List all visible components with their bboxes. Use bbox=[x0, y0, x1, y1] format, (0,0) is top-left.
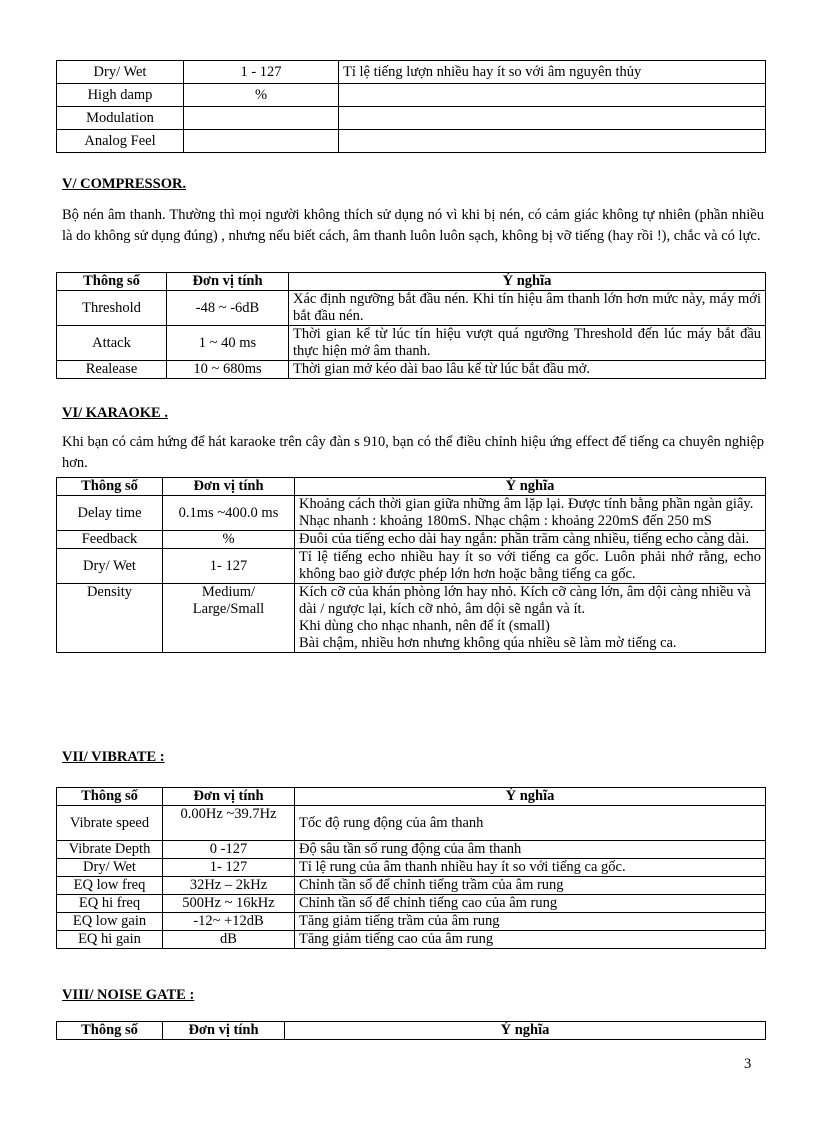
param-cell: EQ hi freq bbox=[57, 895, 163, 913]
table-row bbox=[57, 130, 766, 153]
col-header: Đơn vị tính bbox=[163, 788, 295, 806]
meaning-cell: Thời gian kể từ lúc tín hiệu vượt quá ngưỡng Threshold đến lúc máy bắt đầu thực hiện mở âm thanh. bbox=[289, 326, 766, 361]
col-header: Đơn vị tính bbox=[163, 1022, 285, 1040]
meaning-line: Nhạc nhanh : khoảng 180mS. Nhạc chậm : khoảng 220mS đến 250 mS bbox=[299, 513, 712, 529]
table-row bbox=[57, 549, 766, 584]
table-row bbox=[57, 877, 766, 895]
karaoke-intro: Khi bạn có cảm hứng để hát karaoke trên cây đàn s 910, bạn có thể điều chỉnh hiệu ứng effect để tiếng ca chuyên nghiệp hơn. bbox=[62, 434, 764, 471]
vibrate-heading: VII/ VIBRATE : bbox=[62, 749, 165, 765]
table-row bbox=[57, 496, 766, 531]
param-cell: Dry/ Wet bbox=[57, 61, 184, 84]
karaoke-heading: VI/ KARAOKE . bbox=[62, 405, 168, 421]
col-header: Thông số bbox=[57, 273, 167, 291]
table-row bbox=[57, 841, 766, 859]
meaning-line: Kích cỡ của khán phòng lớn hay nhỏ. Kích cỡ càng lớn, âm dội càng nhiều và dài / ngược lại, kích cỡ nhỏ, âm dội sẽ ngắn và ít. bbox=[299, 584, 751, 617]
unit-cell: 1 ~ 40 ms bbox=[167, 326, 289, 361]
compressor-heading: V/ COMPRESSOR. bbox=[62, 176, 187, 192]
vibrate-table bbox=[56, 787, 766, 949]
col-header: Ý nghĩa bbox=[295, 788, 766, 806]
noise-gate-table bbox=[56, 1021, 766, 1040]
table-row bbox=[57, 895, 766, 913]
param-cell: Dry/ Wet bbox=[57, 859, 163, 877]
meaning-cell: Tăng giảm tiếng trầm của âm rung bbox=[295, 913, 766, 931]
table-header-row bbox=[57, 1022, 766, 1040]
noise-gate-heading: VIII/ NOISE GATE : bbox=[62, 987, 195, 1003]
meaning-cell: Đuôi của tiếng echo dài hay ngắn: phần trăm càng nhiều, tiếng echo càng dài. bbox=[295, 531, 766, 549]
reverb-tail-table bbox=[56, 60, 766, 153]
meaning-cell: Xác định ngưỡng bắt đầu nén. Khi tín hiệu âm thanh lớn hơn mức này, máy mới bắt đầu nén. bbox=[289, 291, 766, 326]
table-row bbox=[57, 326, 766, 361]
meaning-cell bbox=[295, 496, 766, 531]
unit-cell: 1 - 127 bbox=[184, 61, 339, 84]
unit-cell: 10 ~ 680ms bbox=[167, 361, 289, 379]
col-header: Đơn vị tính bbox=[167, 273, 289, 291]
compressor-table bbox=[56, 272, 766, 379]
table-row bbox=[57, 859, 766, 877]
col-header: Thông số bbox=[57, 1022, 163, 1040]
unit-cell: 32Hz – 2kHz bbox=[163, 877, 295, 895]
meaning-cell bbox=[295, 584, 766, 653]
meaning-cell: Chỉnh tần số để chỉnh tiếng trầm của âm rung bbox=[295, 877, 766, 895]
table-header-row bbox=[57, 273, 766, 291]
param-cell: Dry/ Wet bbox=[57, 549, 163, 584]
table-row bbox=[57, 291, 766, 326]
meaning-cell: Tốc độ rung động của âm thanh bbox=[295, 806, 766, 841]
page-number: 3 bbox=[744, 1056, 752, 1072]
param-cell: Attack bbox=[57, 326, 167, 361]
param-cell: Modulation bbox=[57, 107, 184, 130]
meaning-line: Khi dùng cho nhạc nhanh, nên để ít (small) bbox=[299, 618, 550, 634]
compressor-intro: Bộ nén âm thanh. Thường thì mọi người không thích sử dụng nó vì khi bị nén, có cảm giác không tự nhiên (phần nhiều là do không sử dụng đúng) , nhưng nếu biết cách, âm thanh luôn luôn sạch, không bị vỡ tiếng (hay rồi !), chắc và có lực. bbox=[62, 207, 764, 244]
param-cell: Realease bbox=[57, 361, 167, 379]
meaning-cell bbox=[339, 84, 766, 107]
meaning-cell: Chỉnh tần số để chỉnh tiếng cao của âm rung bbox=[295, 895, 766, 913]
unit-cell bbox=[184, 130, 339, 153]
meaning-cell: Độ sâu tần số rung động của âm thanh bbox=[295, 841, 766, 859]
param-cell: Threshold bbox=[57, 291, 167, 326]
col-header: Đơn vị tính bbox=[163, 478, 295, 496]
table-row bbox=[57, 107, 766, 130]
table-row bbox=[57, 361, 766, 379]
meaning-cell: Tỉ lệ rung của âm thanh nhiều hay ít so với tiếng ca gốc. bbox=[295, 859, 766, 877]
table-row bbox=[57, 806, 766, 841]
col-header: Ý nghĩa bbox=[285, 1022, 766, 1040]
table-header-row bbox=[57, 478, 766, 496]
col-header: Ý nghĩa bbox=[295, 478, 766, 496]
table-row bbox=[57, 84, 766, 107]
col-header: Ý nghĩa bbox=[289, 273, 766, 291]
unit-cell: dB bbox=[163, 931, 295, 949]
param-cell: Vibrate Depth bbox=[57, 841, 163, 859]
param-cell: Delay time bbox=[57, 496, 163, 531]
table-row bbox=[57, 531, 766, 549]
meaning-cell bbox=[339, 130, 766, 153]
param-cell: High damp bbox=[57, 84, 184, 107]
unit-cell: 0.1ms ~400.0 ms bbox=[163, 496, 295, 531]
col-header: Thông số bbox=[57, 788, 163, 806]
unit-cell: -12~ +12dB bbox=[163, 913, 295, 931]
meaning-cell: Tăng giảm tiếng cao của âm rung bbox=[295, 931, 766, 949]
param-cell: EQ hi gain bbox=[57, 931, 163, 949]
param-cell: Vibrate speed bbox=[57, 806, 163, 841]
table-row bbox=[57, 61, 766, 84]
col-header: Thông số bbox=[57, 478, 163, 496]
unit-cell: 0 -127 bbox=[163, 841, 295, 859]
unit-cell: -48 ~ -6dB bbox=[167, 291, 289, 326]
table-header-row bbox=[57, 788, 766, 806]
meaning-cell: Thời gian mở kéo dài bao lâu kể từ lúc bắt đầu mở. bbox=[289, 361, 766, 379]
meaning-cell: Tỉ lệ tiếng lượn nhiều hay ít so với âm nguyên thủy bbox=[339, 61, 766, 84]
unit-cell: 1- 127 bbox=[163, 549, 295, 584]
meaning-line: Khoảng cách thời gian giữa những âm lặp lại. Được tính bằng phần ngàn giây. bbox=[299, 496, 754, 512]
unit-cell: % bbox=[163, 531, 295, 549]
karaoke-table bbox=[56, 477, 766, 653]
param-cell: EQ low gain bbox=[57, 913, 163, 931]
meaning-line: Bài chậm, nhiều hơn nhưng không qúa nhiều sẽ làm mờ tiếng ca. bbox=[299, 635, 677, 651]
meaning-cell: Tỉ lệ tiếng echo nhiều hay ít so với tiếng ca gốc. Luôn phải nhớ rằng, echo không bao giờ được phép lớn hơn hoặc bằng tiếng ca gốc. bbox=[295, 549, 766, 584]
unit-cell: 500Hz ~ 16kHz bbox=[163, 895, 295, 913]
param-cell: Feedback bbox=[57, 531, 163, 549]
unit-cell: Medium/ Large/Small bbox=[163, 584, 295, 653]
table-row bbox=[57, 584, 766, 653]
unit-cell bbox=[184, 107, 339, 130]
unit-cell: % bbox=[184, 84, 339, 107]
unit-cell: 0.00Hz ~39.7Hz bbox=[163, 806, 295, 841]
meaning-cell bbox=[339, 107, 766, 130]
table-row bbox=[57, 913, 766, 931]
param-cell: Density bbox=[57, 584, 163, 653]
table-row bbox=[57, 931, 766, 949]
unit-cell: 1- 127 bbox=[163, 859, 295, 877]
param-cell: EQ low freq bbox=[57, 877, 163, 895]
param-cell: Analog Feel bbox=[57, 130, 184, 153]
